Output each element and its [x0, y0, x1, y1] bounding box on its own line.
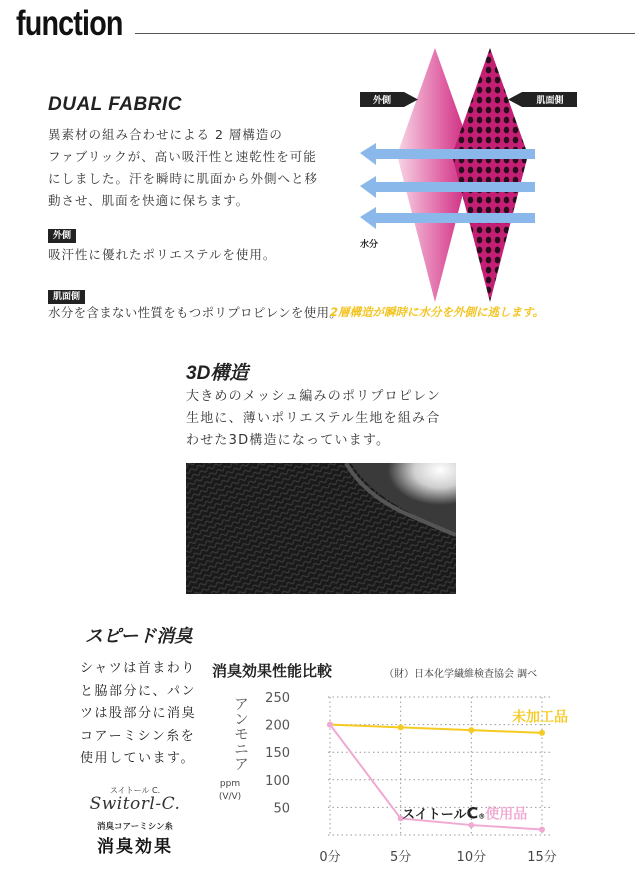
series-label-untreated: 未加工品 [512, 709, 568, 726]
series-1-point [468, 727, 474, 733]
ytick-label: 50 [273, 801, 290, 817]
xtick-label: 10分 [456, 850, 487, 865]
fabric-3d-photo [186, 463, 456, 594]
series-line-1 [330, 725, 542, 733]
series-2-point [539, 826, 545, 832]
outer-description: 吸汗性に優れたポリエステルを使用。 [48, 247, 277, 262]
series-2-point [468, 822, 474, 828]
skin-description: 水分を含まない性質をもつポリプロピレンを使用。 [48, 305, 343, 320]
dual-fabric-diagram [340, 45, 630, 305]
xtick-label: 5分 [390, 850, 412, 865]
chart-yunit: ppm (V/V) [218, 779, 242, 802]
water-arrows [360, 143, 535, 229]
chart-source: （財）日本化学繊維検査協会 調べ [384, 669, 538, 680]
title-rule [135, 33, 635, 34]
switorl-logo: スイトール C. Switorl-C. 消臭コアーミシン糸 消臭効果 [89, 786, 181, 857]
deodorant-chart [250, 685, 570, 875]
series-1-point [398, 724, 404, 730]
ytick-label: 250 [265, 691, 290, 706]
diagram-outer-label: 外側 [372, 96, 392, 106]
diagram-water-label: 水分 [360, 240, 379, 250]
skin-tag: 肌面側 [48, 290, 85, 304]
structure-3d-description: 大きめのメッシュ編みのポリプロピレン 生地に、薄いポリエステル生地を組み合 わせた3D構造になっています。 [186, 389, 442, 448]
ytick-label: 200 [265, 718, 290, 734]
speed-deodorant-title: スピード消臭 [85, 626, 193, 646]
series-2-point [327, 722, 333, 728]
diagram-skin-label: 肌面側 [536, 96, 564, 106]
series-1-point [539, 730, 545, 736]
series-label-switorl: スイトールC®使用品 [402, 803, 528, 823]
dual-fabric-description: 異素材の組み合わせによる 2 層構造の ファブリックが、高い吸汗性と速乾性を可能 にしました。汗を瞬時に肌面から外側へと移 動させ、肌面を快適に保ちます。 [48, 127, 319, 208]
ytick-label: 100 [265, 773, 290, 789]
structure-3d-title: 3D構造 [186, 363, 249, 384]
chart-ylabel: アンモニア [232, 695, 250, 771]
speed-deodorant-description: シャツは首まわり と脇部分に、パン ツは股部分に消臭 コアーミシン糸を 使用しています。 [80, 661, 197, 766]
chart-title: 消臭効果性能比較 [212, 662, 333, 680]
dual-fabric-title: DUAL FABRIC [48, 94, 182, 115]
xtick-label: 0分 [319, 850, 341, 865]
outer-tag: 外側 [48, 229, 76, 243]
dual-fabric-note: 2層構造が瞬時に水分を外側に逃します。 [330, 305, 545, 319]
skin-layer [452, 48, 528, 302]
page-title: function [16, 4, 123, 43]
ytick-label: 150 [265, 746, 290, 762]
xtick-label: 15分 [527, 850, 557, 865]
